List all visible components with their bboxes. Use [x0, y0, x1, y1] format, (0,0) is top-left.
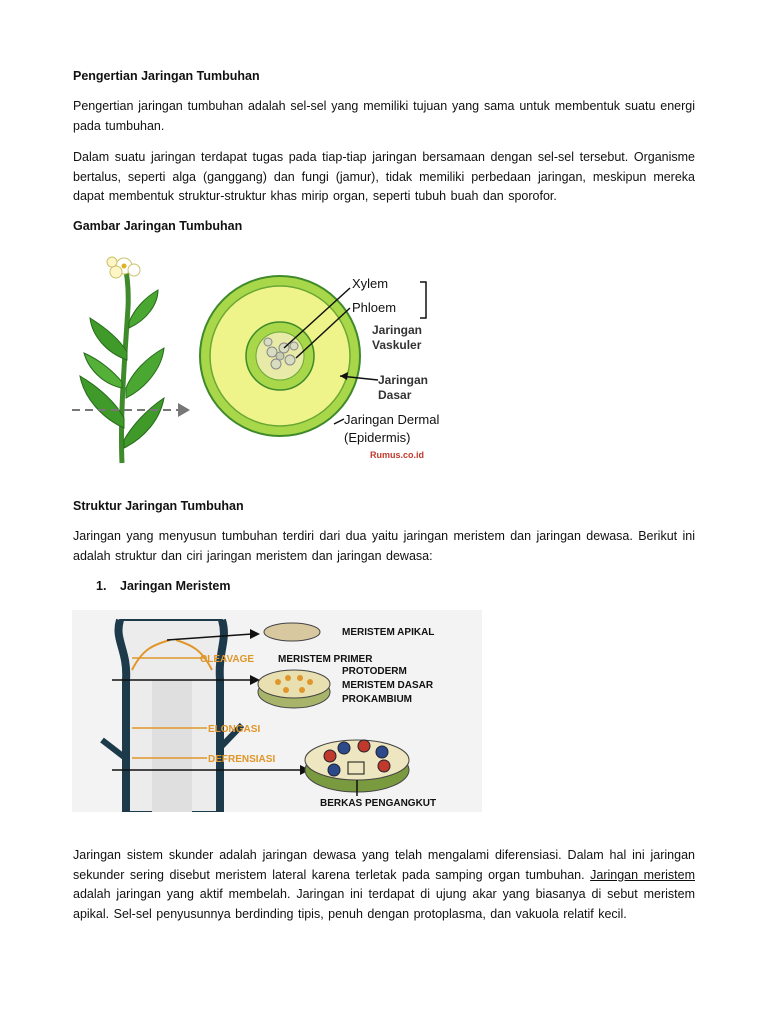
label-cleavage: CLEAVAGE: [200, 654, 255, 665]
label-meristem-dasar: MERISTEM DASAR: [342, 680, 434, 691]
stem-illustration: [102, 620, 242, 812]
label-protoderm: PROTODERM: [342, 666, 407, 677]
paragraph-struktur: Jaringan yang menyusun tumbuhan terdiri dari dua yaitu jaringan meristem dan jaringan dewasa. Berikut ini adalah struktur dan ciri jaringan meristem dan jaringan dewasa:: [73, 529, 695, 563]
list-item-meristem: Jaringan Meristem: [120, 579, 231, 593]
paragraph-organisme: Dalam suatu jaringan terdapat tugas pada tiap-tiap jaringan bersamaan dengan sel-sel tersebut. Organisme bertalus, seperti alga (ganggang) dan fungi (jamur), tidak memiliki perbedaan jaringan, meskipun mereka dapat membentuk struktur-struktur khas mirip organ, seperti tubuh buah dan sporofor.: [73, 150, 695, 203]
disk-apikal: [264, 623, 320, 641]
label-berkas-pengangkut: BERKAS PENGANGKUT: [320, 798, 437, 809]
label-dermal-2: (Epidermis): [344, 430, 411, 445]
section-title-struktur: Struktur Jaringan Tumbuhan: [73, 499, 244, 513]
paragraph-sekunder-part1: Jaringan sistem skunder adalah jaringan dewasa yang telah mengalami diferensiasi. Dalam hal ini jaringan sekunder sering disebut meristem lateral karena terletak pada samping organ tumbuhan.: [73, 848, 695, 882]
disk-primer: [258, 670, 330, 708]
arrow-head-icon: [178, 403, 190, 417]
label-elongasi: ELONGASI: [208, 724, 261, 735]
label-meristem-primer: MERISTEM PRIMER: [278, 654, 373, 665]
paragraph-pengertian: Pengertian jaringan tumbuhan adalah sel-sel yang memiliki tujuan yang sama untuk membentuk suatu energi pada tumbuhan.: [73, 99, 695, 133]
paragraph-sekunder-part2: adalah jaringan yang aktif membelah. Jaringan ini terdapat di ujung akar yang biasanya di sebut meristem apikal. Sel-sel penyusunnya berdinding tipis, penuh dengan protoplasma, dan vakuola relatif kecil.: [73, 887, 695, 921]
link-jaringan-meristem[interactable]: Jaringan meristem: [590, 867, 695, 882]
list-number: 1.: [96, 579, 107, 593]
figure-source-label: Rumus.co.id: [370, 450, 425, 460]
figure-meristem: [72, 610, 482, 812]
label-prokambium: PROKAMBIUM: [342, 694, 412, 705]
label-phloem: Phloem: [352, 300, 397, 315]
label-dasar-1: Jaringan: [378, 373, 429, 387]
label-vaskuler-2: Vaskuler: [372, 338, 422, 352]
section-title-pengertian: Pengertian Jaringan Tumbuhan: [73, 69, 260, 83]
label-dasar-2: Dasar: [378, 388, 412, 402]
label-defrensiasi: DEFRENSIASI: [208, 754, 276, 765]
label-meristem-apikal: MERISTEM APIKAL: [342, 627, 435, 638]
figure-heading: Gambar Jaringan Tumbuhan: [73, 219, 243, 233]
label-vaskuler-1: Jaringan: [372, 323, 423, 337]
figure-plant-tissue: [72, 248, 452, 466]
label-xylem: Xylem: [352, 276, 389, 291]
label-dermal-1: Jaringan Dermal: [344, 412, 440, 427]
plant-illustration: [80, 257, 164, 463]
paragraph-sekunder: [73, 846, 695, 924]
